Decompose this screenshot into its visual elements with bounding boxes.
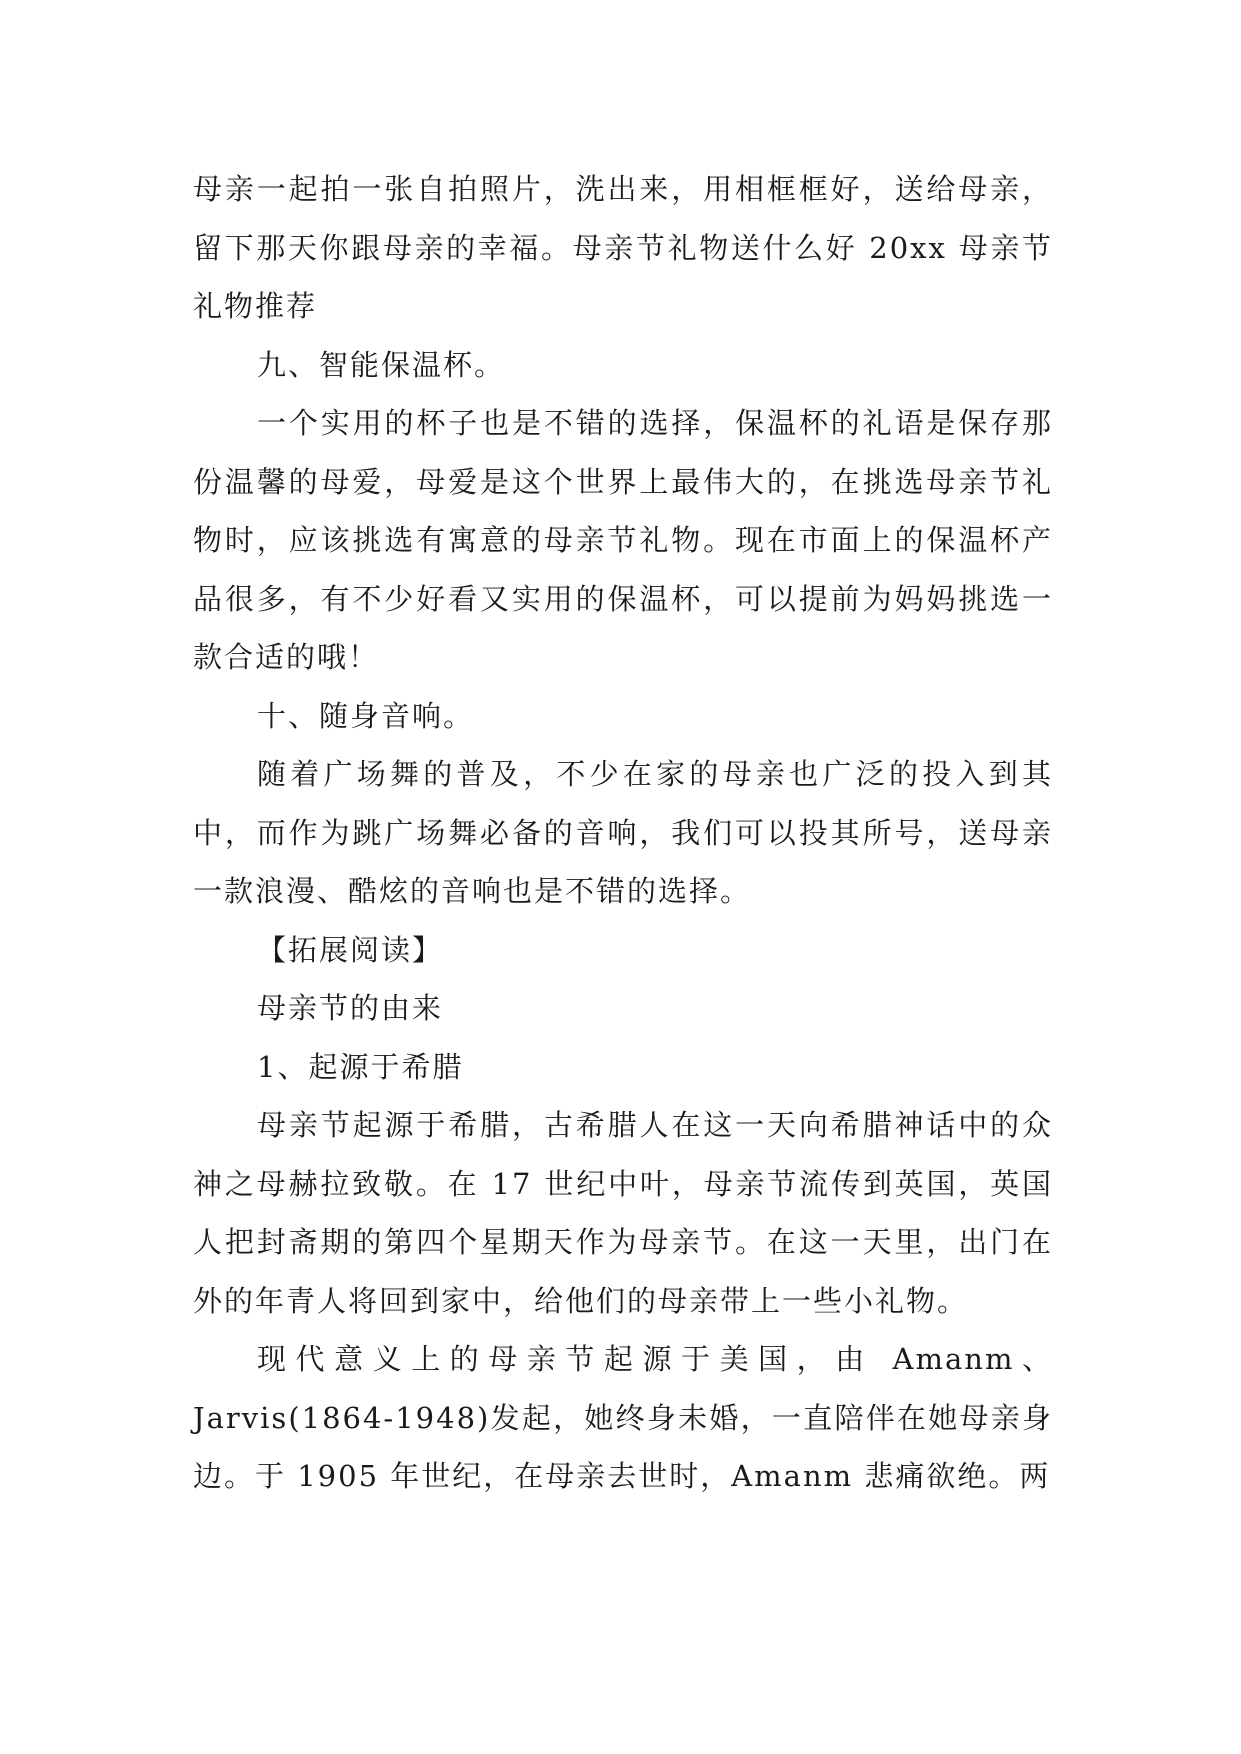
heading-smart-thermos: 九、智能保温杯。 xyxy=(257,347,506,382)
heading-portable-speaker: 十、随身音响。 xyxy=(257,698,475,733)
paragraph-origin-greece: 母亲节起源于希腊，古希腊人在这一天向希腊神话中的众神之母赫拉致敬。在 17 世纪中叶，母亲节流传到英国，英国人把封斋期的第四个星期天作为母亲节。在这一天里，出门在外的年青人将回到家中，给他们的母亲带上一些小礼物。 xyxy=(193,1108,1053,1318)
paragraph-speaker: 随着广场舞的普及，不少在家的母亲也广泛的投入到其中，而作为跳广场舞必备的音响，我们可以投其所号，送母亲一款浪漫、酷炫的音响也是不错的选择。 xyxy=(193,757,1053,908)
paragraph-selfie-gift: 母亲一起拍一张自拍照片，洗出来，用相框框好，送给母亲，留下那天你跟母亲的幸福。母亲节礼物送什么好 20xx 母亲节礼物推荐 xyxy=(193,172,1053,323)
paragraph-thermos: 一个实用的杯子也是不错的选择，保温杯的礼语是保存那份温馨的母爱，母爱是这个世界上最伟大的，在挑选母亲节礼物时，应该挑选有寓意的母亲节礼物。现在市面上的保温杯产品很多，有不少好看又实用的保温杯，可以提前为妈妈挑选一款合适的哦！ xyxy=(193,406,1053,674)
heading-extended-reading: 【拓展阅读】 xyxy=(257,932,444,967)
heading-mothers-day-origin: 母亲节的由来 xyxy=(257,991,444,1025)
heading-origin-greece: 1、起源于希腊 xyxy=(257,1049,464,1084)
document-body xyxy=(193,160,1053,1506)
paragraph-origin-america: 现代意义上的母亲节起源于美国，由 Amanm、Jarvis(1864-1948)发起，她终身未婚，一直陪伴在她母亲身边。于 1905 年世纪，在母亲去世时，Amanm 悲痛欲绝。两 xyxy=(193,1342,1053,1493)
